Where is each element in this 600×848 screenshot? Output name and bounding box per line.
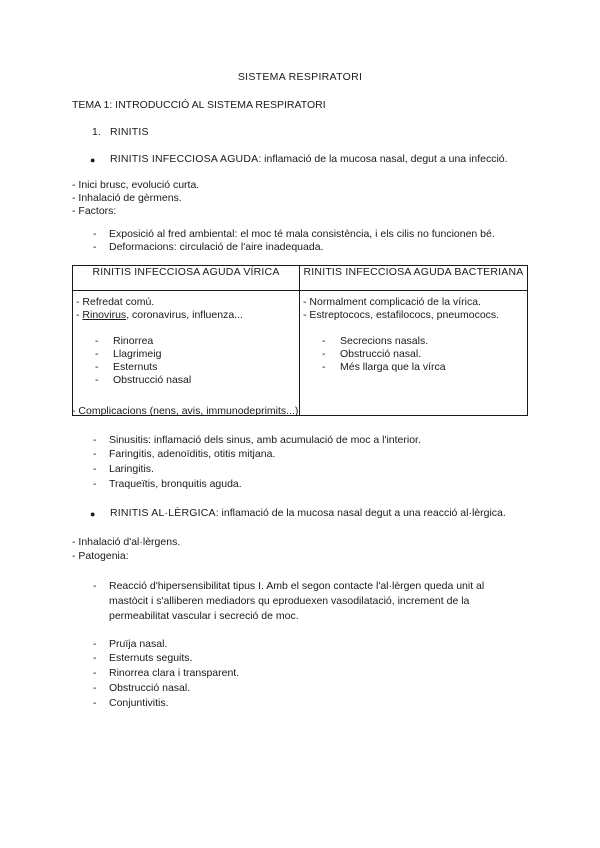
virica-line bbox=[76, 309, 243, 322]
symptom-item: Esternuts bbox=[113, 361, 158, 373]
dash-icon: - bbox=[95, 374, 99, 386]
dash-icon: - bbox=[93, 697, 97, 709]
section-title: RINITIS bbox=[110, 126, 149, 138]
dash-icon: - bbox=[95, 335, 99, 347]
allergica-item: Pruïja nasal. bbox=[109, 638, 168, 650]
symptom-item: Llagrimeig bbox=[113, 348, 162, 360]
dash-icon: - bbox=[93, 682, 97, 694]
dash-icon: - bbox=[93, 638, 97, 650]
dash-icon: - bbox=[93, 580, 97, 592]
complicacio-item: Sinusitis: inflamació dels sinus, amb acumulació de moc a l'interior. bbox=[109, 434, 421, 446]
bacteriana-line: - Normalment complicació de la vírica. bbox=[303, 296, 481, 308]
dash-icon: - bbox=[93, 667, 97, 679]
symptom-item: Més llarga que la vírca bbox=[340, 361, 446, 373]
infecciosa-line: - Factors: bbox=[72, 205, 117, 217]
dash-icon: - bbox=[93, 652, 97, 664]
symptom-item: Rinorrea bbox=[113, 335, 154, 347]
table-header-virica: RINITIS INFECCIOSA AGUDA VÍRICA bbox=[73, 266, 300, 291]
symptom-item: Obstrucció nasal bbox=[113, 374, 192, 386]
allergica-item: Obstrucció nasal. bbox=[109, 682, 191, 694]
complicacio-item: Laringitis. bbox=[109, 463, 154, 475]
allergica-heading-line bbox=[110, 507, 506, 520]
patogenia-paragraph-line: mastòcit i s'alliberen mediadors qu eproduexen vasodilatació, increment de la bbox=[109, 595, 470, 607]
virica-line-rest: , coronavirus, influenza... bbox=[126, 309, 243, 321]
allergica-heading: RINITIS AL·LÈRGICA bbox=[110, 507, 216, 519]
rinovirus-underlined: Rinovirus bbox=[82, 309, 127, 321]
patogenia-paragraph-line: Reacció d'hipersensibilitat tipus I. Amb el segon contacte l'al·lèrgen queda unit al bbox=[109, 580, 485, 592]
infecciosa-heading-line bbox=[110, 153, 508, 166]
virica-line: - Refredat comú. bbox=[76, 296, 155, 308]
symptom-item: Secrecions nasals. bbox=[340, 335, 429, 347]
complicacions-intro: - Complicacions (nens, avis, immunodeprimits...) bbox=[72, 405, 299, 417]
table-header-bacteriana: RINITIS INFECCIOSA AGUDA BACTERIANA bbox=[300, 266, 528, 291]
infecciosa-line: - Inici brusc, evolució curta. bbox=[72, 179, 200, 191]
complicacio-item: Faringitis, adenoïditis, otitis mitjana. bbox=[109, 448, 276, 460]
infecciosa-heading: RINITIS INFECCIOSA AGUDA bbox=[110, 153, 259, 165]
allergica-item: Esternuts seguits. bbox=[109, 652, 193, 664]
allergica-item: Rinorrea clara i transparent. bbox=[109, 667, 240, 679]
dash-icon: - bbox=[93, 463, 97, 475]
complicacio-item: Traqueïtis, bronquitis aguda. bbox=[109, 478, 242, 490]
dash-icon: - bbox=[322, 361, 326, 373]
patogenia-paragraph-line: permeabilitat vascular i secreció de moc. bbox=[109, 610, 299, 622]
dash-icon: - bbox=[95, 348, 99, 360]
bacteriana-line: - Estreptococs, estafilococs, pneumococs. bbox=[303, 309, 500, 321]
bullet-icon: ● bbox=[90, 155, 96, 165]
dash-icon: - bbox=[93, 448, 97, 460]
allergica-item: Conjuntivitis. bbox=[109, 697, 169, 709]
allergica-line: - Inhalació d'al·lèrgens. bbox=[72, 536, 181, 548]
bullet-icon: ● bbox=[90, 509, 96, 519]
dash-icon: - bbox=[322, 335, 326, 347]
factor-item: Deformacions: circulació de l'aire inadequada. bbox=[109, 241, 324, 253]
tema-heading: TEMA 1: INTRODUCCIÓ AL SISTEMA RESPIRATORI bbox=[72, 99, 326, 111]
dash-icon: - bbox=[95, 361, 99, 373]
infecciosa-definition: : inflamació de la mucosa nasal, degut a una infecció. bbox=[258, 153, 508, 165]
allergica-line: - Patogenia: bbox=[72, 550, 129, 562]
allergica-definition: : inflamació de la mucosa nasal degut a una reacció al·lèrgica. bbox=[215, 507, 506, 519]
dash-icon: - bbox=[93, 228, 97, 240]
dash-icon: - bbox=[322, 348, 326, 360]
virica-line-prefix: - bbox=[76, 309, 83, 321]
infecciosa-line: - Inhalació de gèrmens. bbox=[72, 192, 182, 204]
dash-icon: - bbox=[93, 478, 97, 490]
page-title: SISTEMA RESPIRATORI bbox=[237, 71, 363, 83]
dash-icon: - bbox=[93, 434, 97, 446]
table-cell-bacteriana bbox=[300, 291, 528, 416]
table-cell-virica bbox=[73, 291, 300, 416]
factor-item: Exposició al fred ambiental: el moc té mala consistència, i els cilis no funcionen bé. bbox=[109, 228, 495, 240]
dash-icon: - bbox=[93, 241, 97, 253]
symptom-item: Obstrucció nasal. bbox=[340, 348, 422, 360]
section-number: 1. bbox=[92, 126, 101, 138]
rinitis-comparison-table bbox=[72, 265, 528, 416]
